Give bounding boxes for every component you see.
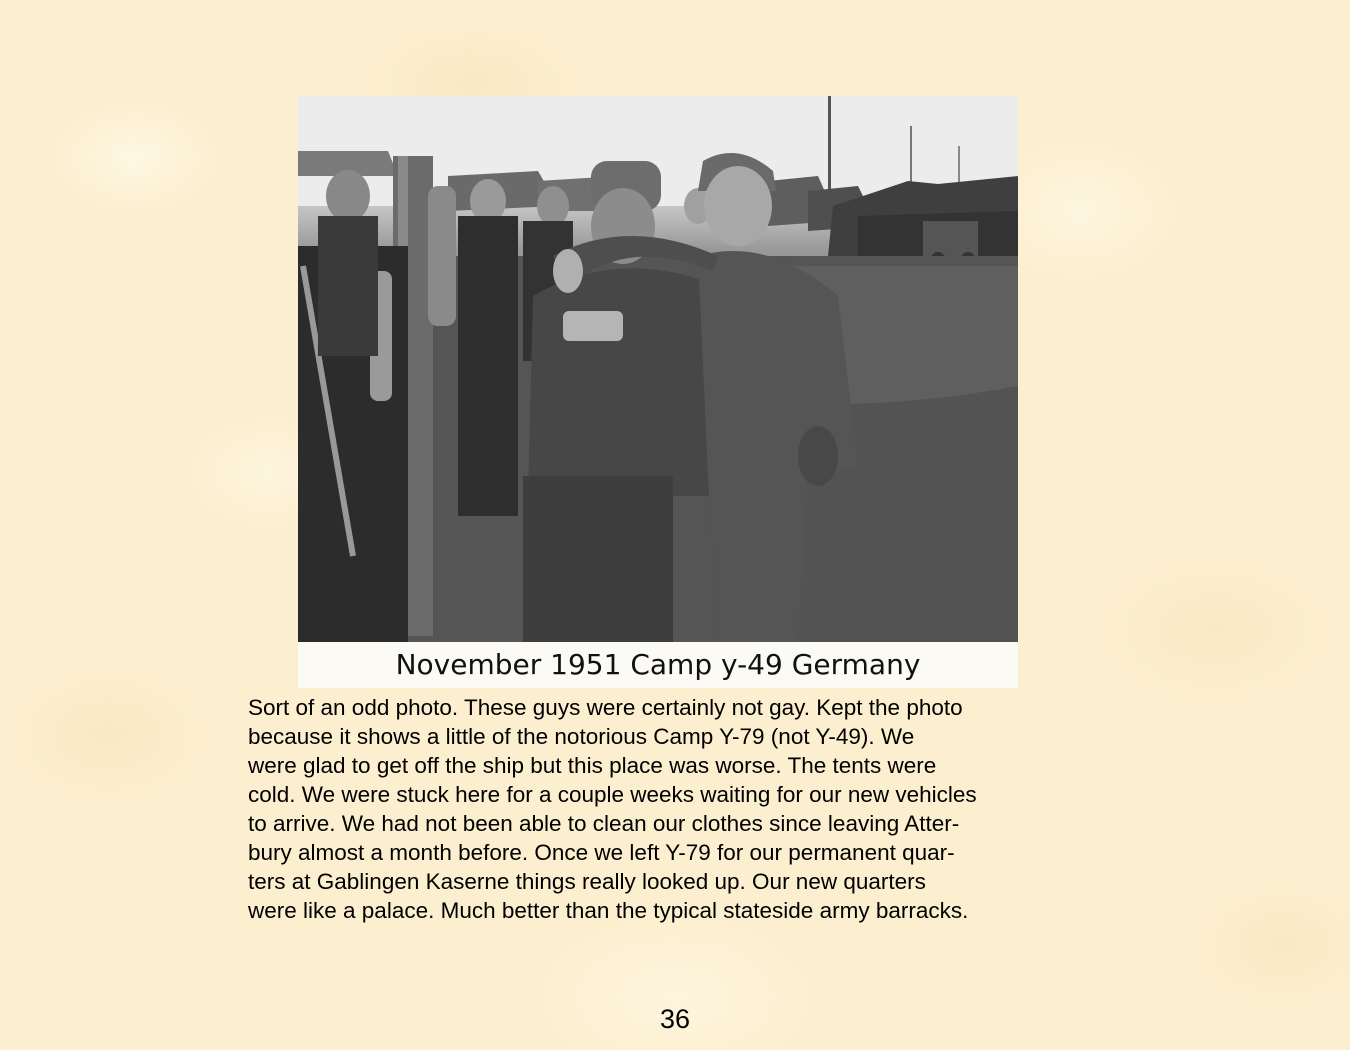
photo-caption: November 1951 Camp y-49 Germany: [395, 648, 921, 681]
body-line: were glad to get off the ship but this place was worse. The tents were: [248, 753, 937, 778]
page-number: 36: [659, 1004, 691, 1034]
body-line: bury almost a month before. Once we left Y-79 for our permanent quar-: [248, 840, 955, 865]
body-line: were like a palace. Much better than the typical stateside army barracks.: [248, 898, 969, 923]
body-line: cold. We were stuck here for a couple weeks waiting for our new vehicles: [248, 782, 977, 807]
body-paragraph: [248, 693, 1078, 925]
body-line: ters at Gablingen Kaserne things really looked up. Our new quarters: [248, 869, 926, 894]
historical-photo: [298, 96, 1018, 642]
body-line: because it shows a little of the notorious Camp Y-79 (not Y-49). We: [248, 724, 915, 749]
body-line: Sort of an odd photo. These guys were certainly not gay. Kept the photo: [248, 695, 963, 720]
body-line: to arrive. We had not been able to clean our clothes since leaving Atter-: [248, 811, 960, 836]
photo-frame: [298, 96, 1018, 688]
